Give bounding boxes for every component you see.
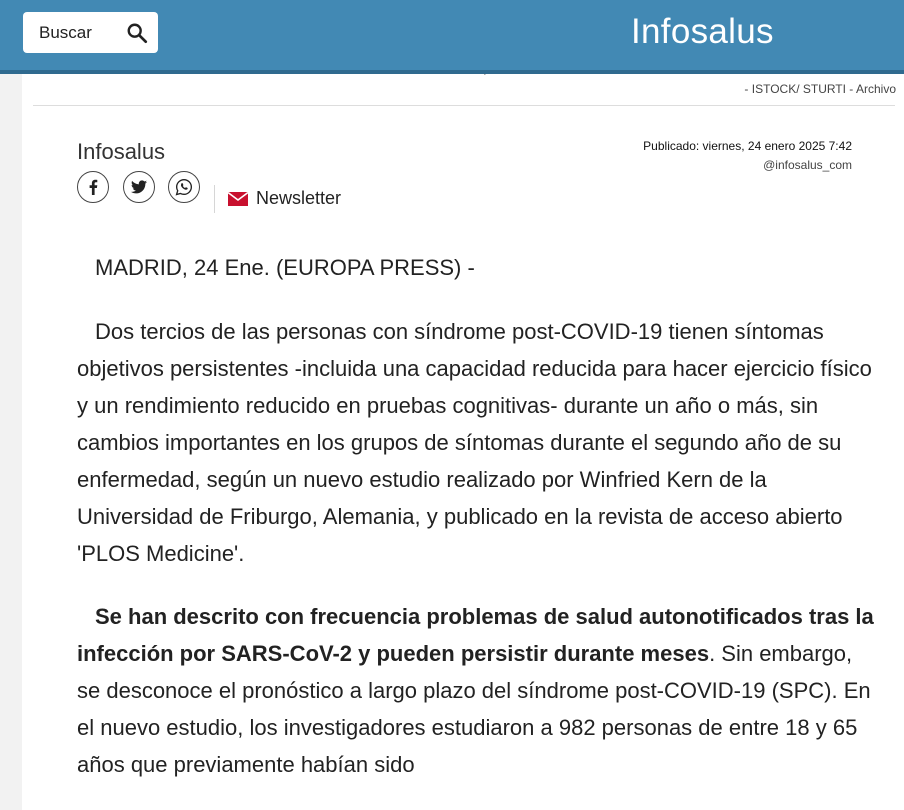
photo-credit: - ISTOCK/ STURTI - Archivo xyxy=(744,82,896,96)
share-twitter-button[interactable] xyxy=(123,171,155,203)
divider xyxy=(33,105,895,106)
share-facebook-button[interactable] xyxy=(77,171,109,203)
newsletter-label: Newsletter xyxy=(256,188,342,208)
twitter-handle[interactable]: @infosalus_com xyxy=(763,158,852,172)
facebook-icon xyxy=(86,179,100,195)
whatsapp-icon xyxy=(175,178,193,196)
twitter-icon xyxy=(131,180,147,194)
publish-date: Publicado: viernes, 24 enero 2025 7:42 xyxy=(643,139,852,153)
search-button[interactable] xyxy=(23,12,158,53)
envelope-icon xyxy=(228,192,248,206)
article-body xyxy=(77,249,877,809)
search-label: Buscar xyxy=(39,23,92,42)
author-name[interactable]: Infosalus xyxy=(77,139,166,164)
article-highlight: Se han descrito con frecuencia problemas de salud autonotificados tras la infección por SARS-CoV-2 y pueden persistir durante meses xyxy=(77,604,874,666)
article-paragraph xyxy=(77,598,877,783)
newsletter-link[interactable] xyxy=(228,188,341,209)
share-whatsapp-button[interactable] xyxy=(168,171,200,203)
share-separator xyxy=(214,185,215,213)
site-header xyxy=(0,0,904,74)
article-paragraph-text: . Sin embargo, se desconoce el pronóstico a largo plazo del síndrome post-COVID-19 (SPC). En el nuevo estudio, los investigadores estudiaron a 982 personas de entre 18 y 65 años que previamente habían sido xyxy=(77,641,871,777)
article-paragraph: Dos tercios de las personas con síndrome post-COVID-19 tienen síntomas objetivos persistentes -incluida una capacidad reducida para hacer ejercicio físico y un rendimiento reducido en pruebas cognitivas- durante un año o más, sin cambios importantes en los grupos de síntomas durante el segundo año de su enfermedad, según un nuevo estudio realizado por Winfried Kern de la Universidad de Friburgo, Alemania, y publicado en la revista de acceso abierto 'PLOS Medicine'. xyxy=(77,319,872,566)
site-logo[interactable]: Infosalus xyxy=(631,12,774,51)
search-icon xyxy=(126,22,148,44)
article-dateline: MADRID, 24 Ene. (EUROPA PRESS) - xyxy=(95,255,475,280)
